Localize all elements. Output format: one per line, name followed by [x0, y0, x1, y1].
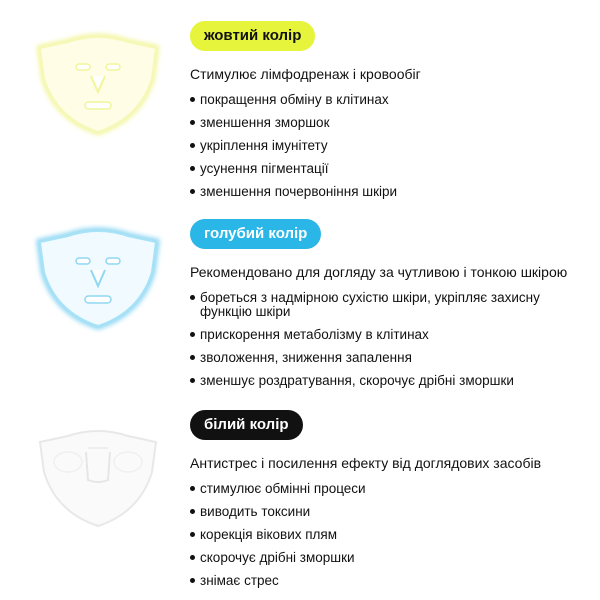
list-item: зволоження, зниження запалення: [190, 351, 592, 365]
yellow-led-mask-icon: [28, 28, 168, 148]
benefits-list: [190, 482, 592, 588]
list-item: знімає стрес: [190, 574, 592, 588]
badge-yellow: жовтий колір: [190, 21, 315, 51]
list-item: покращення обміну в клітинах: [190, 93, 592, 107]
blue-led-mask-icon: [28, 222, 168, 342]
list-item: усунення пігментації: [190, 162, 592, 176]
section-lead: Антистрес і посилення ефекту від доглядових засобів: [190, 455, 542, 471]
list-item: корекція вікових плям: [190, 528, 592, 542]
list-item: стимулює обмінні процеси: [190, 482, 592, 496]
white-led-mask-icon: [28, 422, 168, 542]
list-item: виводить токсини: [190, 505, 592, 519]
list-item: скорочує дрібні зморшки: [190, 551, 592, 565]
list-item: зменшення почервоніння шкіри: [190, 185, 592, 199]
list-item: зменшення зморшок: [190, 116, 592, 130]
section-lead: Рекомендовано для догляду за чутливою і тонкою шкірою: [190, 264, 568, 280]
benefits-list: [190, 291, 592, 388]
badge-white: білий колір: [190, 410, 303, 440]
badge-blue: голубий колір: [190, 219, 321, 249]
list-item: прискорення метаболізму в клітинах: [190, 328, 592, 342]
section-lead: Стимулює лімфодренаж і кровообіг: [190, 66, 421, 82]
list-item: укріплення імунітету: [190, 139, 592, 153]
benefits-list: [190, 93, 592, 199]
list-item: бореться з надмірною сухістю шкіри, укріпляє захисну функцію шкіри: [190, 291, 592, 319]
list-item: зменшує роздратування, скорочує дрібні зморшки: [190, 374, 592, 388]
